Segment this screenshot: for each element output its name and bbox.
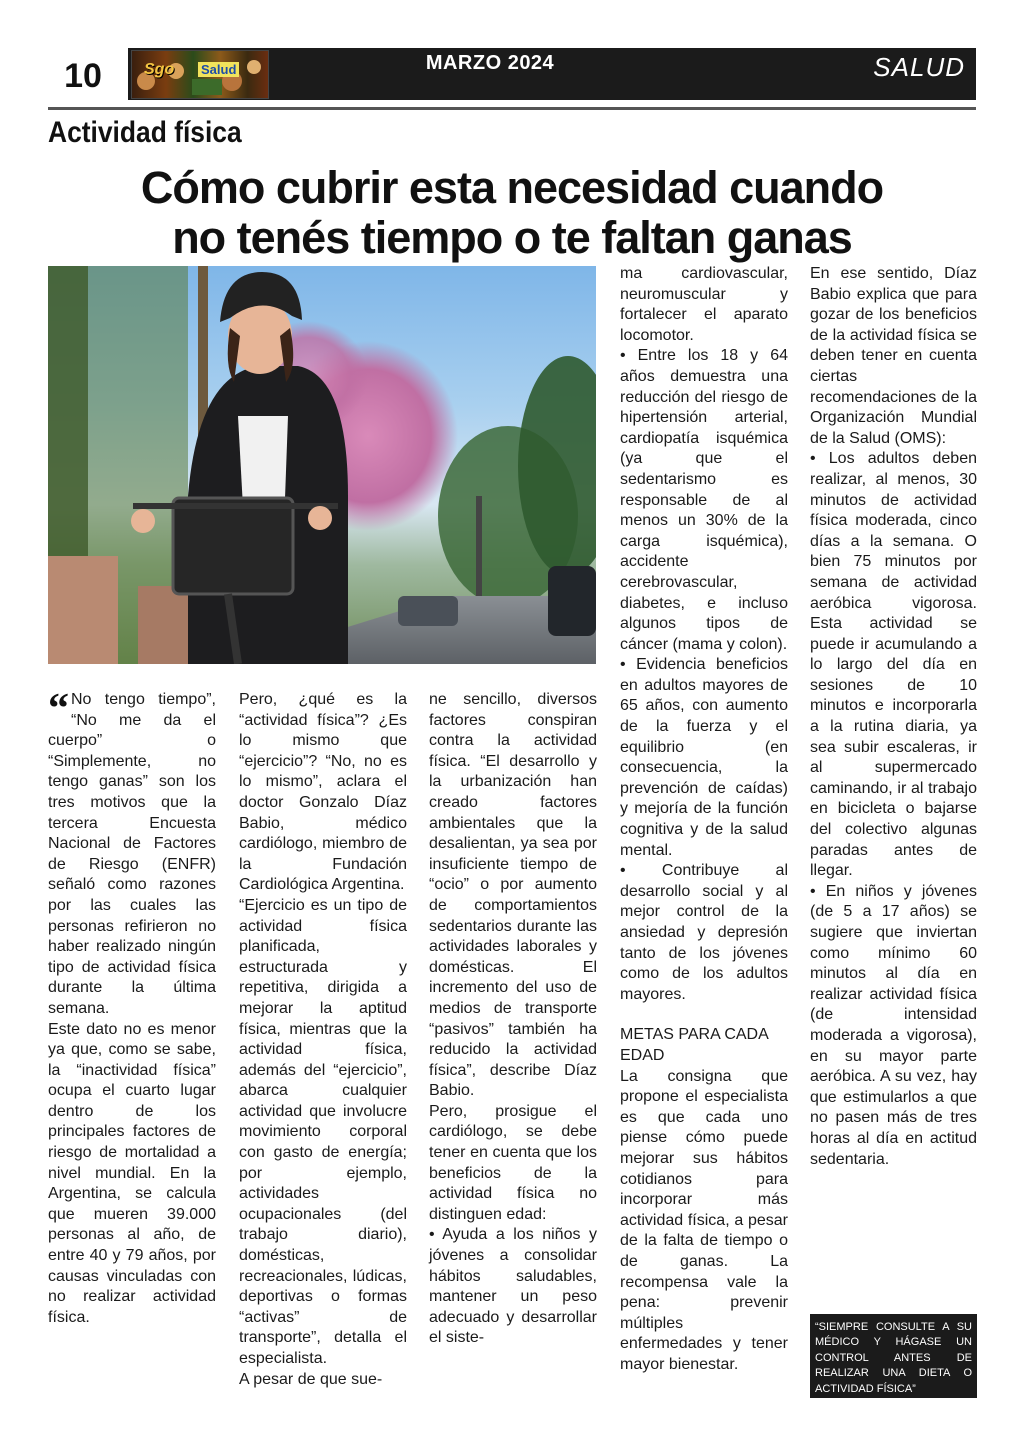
article-kicker: Actividad física	[48, 116, 242, 149]
logo-title: Sgo	[144, 61, 175, 78]
opening-quote-mark: “	[48, 686, 69, 732]
bullet-item: • Los adultos deben realizar, al menos, 30 minutos de actividad física moderada, cinco días a la semana. O bien 75 minutos por semana de actividad aeróbica vigorosa. Esta actividad se puede ir acumulando a lo largo del día en sesiones de 10 minutos e incorporarla a la rutina diaria, ya sea subir escaleras, ir al supermercado caminando, ir al trabajo en bicicleta o bajarse del colectivo algunas paradas antes de llegar.	[810, 450, 977, 880]
bullet-item: • Contribuye al desarrollo social y al mejor control de la ansiedad y depresión tanto de los jóvenes como de los adultos mayores.	[620, 862, 788, 1003]
paragraph: ma cardiovascular, neuromuscular y fortalecer el aparato locomotor.	[620, 265, 788, 344]
paragraph: En ese sentido, Díaz Babio explica que para gozar de los beneficios de la actividad física se deben tener en cuenta ciertas recomendaciones de la Organización Mundial de la Salud (OMS):	[810, 265, 977, 447]
paragraph: Pero, prosigue el cardiólogo, se debe tener en cuenta que los beneficios de la actividad física no distinguen edad:	[429, 1102, 597, 1223]
section-name: SALUD	[873, 52, 965, 82]
logo-subtitle: Salud	[198, 62, 239, 77]
paragraph-text: No tengo tiempo”, “No me da el cuerpo” o “Simplemente, no tengo ganas” son los tres motivos que la tercera Encuesta Nacional de Factores de Riesgo (ENFR) señaló como razones por las cuales las personas refirieron no haber realizado ningún tipo de actividad física durante la última semana.	[48, 691, 216, 1017]
article-photo-woman-on-bicycle	[48, 266, 596, 664]
article-column-2	[239, 690, 407, 1390]
advice-callout-box: “SIEMPRE CONSULTE A SU MÉDICO Y HÁGASE UN CONTROL ANTES DE REALIZAR UNA DIETA O ACTIVIDAD FÍSICA”	[810, 1314, 977, 1398]
section-subheading: METAS PARA CADA EDAD	[620, 1026, 768, 1064]
paragraph: A pesar de que sue-	[239, 1370, 383, 1388]
headline-line-2: no tenés tiempo o te faltan ganas	[172, 212, 852, 263]
photo-illustration	[48, 266, 596, 664]
bullet-item: • En niños y jóvenes (de 5 a 17 años) se sugiere que inviertan como mínimo 60 minutos al día en realizar actividad física (de intensidad moderada a vigorosa), en su mayor parte aeróbica. A su vez, hay que estimularlos a que no pasen más de tres horas al día en actitud sedentaria.	[810, 882, 977, 1168]
article-column-4	[620, 264, 788, 1375]
paragraph: La consigna que propone el especialista es que cada uno piense cómo puede mejorar sus hábitos cotidianos para incorporar más actividad física, a pesar de la falta de tiempo o de ganas. La recompensa vale la pena: prevenir múltiples enfermedades y tener mayor bienestar.	[620, 1067, 788, 1373]
paragraph: “Ejercicio es un tipo de actividad física planificada, estructurada y repetitiva, dirigida a mejorar la aptitud física, mientras que la actividad física, además del “ejercicio”, abarca cualquier actividad que involucre movimiento corporal con gasto de energía; por ejemplo, actividades ocupacionales (del trabajo diario), domésticas, recreacionales, lúdicas, deportivas o formas “activas” de transporte”, detalla el especialista.	[239, 896, 407, 1367]
bullet-item: • Entre los 18 y 64 años demuestra una reducción del riesgo de hipertensión arterial, cardiopatía isquémica (ya que el sedentarismo es responsable de al menos un 30% de la carga isquémica), accidente cerebrovascular, diabetes, e incluso algunos tipos de cáncer (mama y colon).	[620, 347, 788, 653]
issue-date: MARZO 2024	[425, 52, 555, 74]
bullet-item: • Ayuda a los niños y jóvenes a consolidar hábitos saludables, mantener un peso adecuado y desarrollar el siste-	[429, 1226, 597, 1347]
paragraph: Este dato no es menor ya que, como se sabe, la “inactividad física” ocupa el cuarto lugar dentro de los principales factores de riesgo de mortalidad a nivel mundial. En la Argentina, se calcula que mueren 39.000 personas al año, de entre 40 y 79 años, por causas vinculadas con no realizar actividad física.	[48, 1020, 216, 1326]
paragraph: Pero, ¿qué es la “actividad física”? ¿Es lo mismo que “ejercicio”? “No, no es lo mismo”, aclara el doctor Gonzalo Díaz Babio, médico cardiólogo, miembro de la Fundación Cardiológica Argentina.	[239, 691, 407, 894]
article-column-5	[810, 264, 977, 1170]
headline-line-1: Cómo cubrir esta necesidad cuando	[140, 162, 884, 213]
newspaper-logo	[131, 50, 269, 99]
article-column-3	[429, 690, 597, 1349]
article-column-1	[48, 686, 216, 1328]
bullet-item: • Evidencia beneficios en adultos mayores de 65 años, con aumento de la fuerza y el equilibrio (en consecuencia, la prevención de caídas) y mejoría de la función cognitiva y de la salud mental.	[620, 656, 788, 859]
paragraph	[48, 686, 216, 1020]
header-divider	[48, 107, 976, 110]
page-number: 10	[64, 57, 102, 95]
paragraph: ne sencillo, diversos factores conspiran contra la actividad física. “El desarrollo y la urbanización han creado factores ambientales que la desalientan, ya sea por insuficiente tiempo de “ocio” o por aumento de comportamientos sedentarios durante las actividades laborales y domésticas. El incremento del uso de medios de transporte “pasivos” también ha reducido la actividad física”, describe Díaz Babio.	[429, 691, 597, 1100]
